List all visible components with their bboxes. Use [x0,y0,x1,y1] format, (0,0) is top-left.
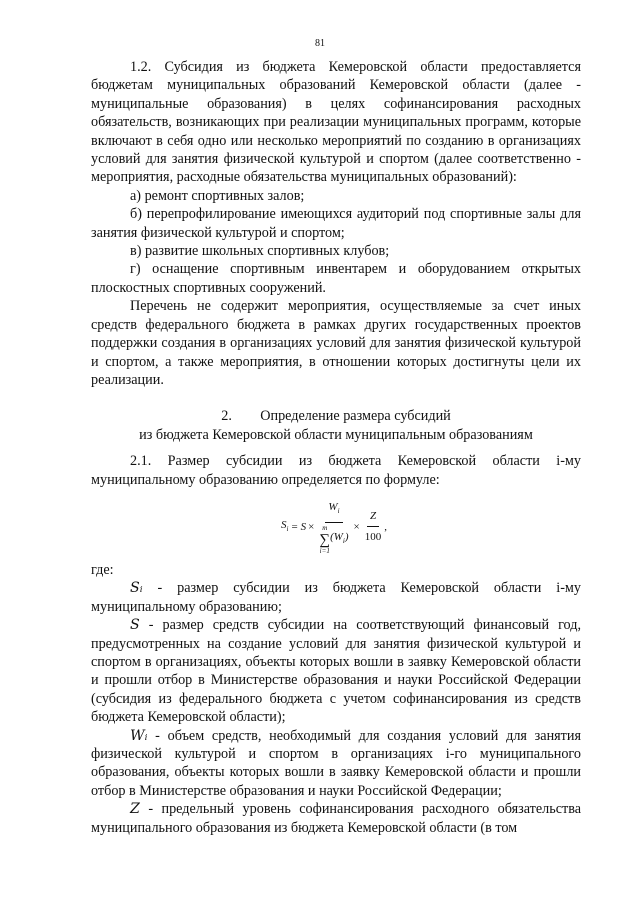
formula-comma: , [384,520,388,533]
section-heading-line-1: 2. Определение размера субсидий [221,408,451,425]
formula-fraction-z: $\frac{Z}{100}$ [365,507,382,547]
formula-denominator: m ∑ i=1 $(W_i)$ [319,523,349,555]
formula-s: S [300,520,307,533]
definition-z: Z - предельный уровень софинансирования расходного обязательства муниципального образования из бюджета Кемеровской области (в том [91,801,581,836]
formula-lhs: $S_i$ [281,518,289,533]
formula-fraction-w [319,498,348,556]
paragraph-1-2: 1.2. Субсидия из бюджета Кемеровской области предоставляется бюджетам муниципальных образований Кемеровской области (далее - муниципальные образования) в целях софинансирования расходных обязательств, возникающих при реализации муниципальных программ, которые включают в себя одно или несколько мероприятий по созданию в организациях условий для занятия физической культурой и спортом (далее соответственно - мероприятия, расходные обязательства муниципальных образований): [91,59,581,186]
formula-times-1: × [308,520,315,533]
subsidy-formula [91,499,581,555]
sigma-sum: m ∑ i=1 [319,523,331,555]
formula-equals: = [291,520,298,533]
list-item-a: а) ремонт спортивных залов; [130,187,305,204]
formula-numerator: $W_i$ [325,498,342,523]
paragraph-2-1: 2.1. Размер субсидии из бюджета Кемеровской области i-му муниципальному образованию определяется по формуле: [91,453,581,488]
list-item-v: в) развитие школьных спортивных клубов; [130,243,390,260]
formula-expression [281,499,387,555]
paragraph-exclusions: Перечень не содержит мероприятия, осуществляемые за счет иных средств федерального бюджета в рамках других государственных проектов поддержки создания в организациях условий для занятия физической культурой и спортом, а также мероприятия, в отношении которых достигнуты цели их реализации. [91,298,581,388]
where-label: где: [91,561,114,578]
document-body [91,58,581,837]
definition-wi: Wᵢ - объем средств, необходимый для создания условий для занятия физической культурой и спортом в организациях i-го муниципального образования, объекты которых вошли в заявку Кемеровской области и прошли отбор в Министерстве образования и науки Российской Федерации; [91,727,581,799]
list-item-b: б) перепрофилирование имеющихся аудиторий под спортивные залы для занятия физической культурой и спортом; [91,206,581,241]
section-heading-line-2: из бюджета Кемеровской области муниципальным образованиям [139,426,533,443]
formula-times-2: × [353,520,360,533]
list-item-g: г) оснащение спортивным инвентарем и оборудованием открытых плоскостных спортивных сооружений. [91,261,581,296]
definition-si: Sᵢ - размер субсидии из бюджета Кемеровской области i-му муниципальному образованию; [91,580,581,615]
definition-s: S - размер средств субсидии на соответствующий финансовый год, предусмотренных на создание условий для занятия физической культурой и спортом в организациях, объекты которых вошли в заявку Кемеровской области и прошли отбор в Министерстве образования и науки Российской Федерации (субсидия из федерального бюджета с учетом софинансирования из средств бюджета Кемеровской области); [91,617,581,726]
page-number: 81 [315,38,325,49]
